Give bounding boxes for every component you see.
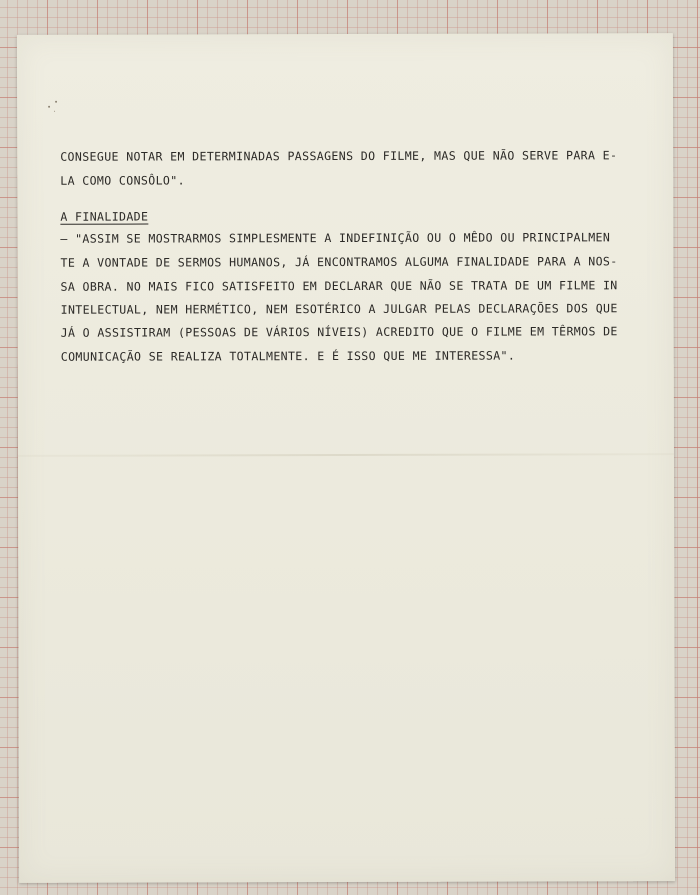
body-line-1: — "ASSIM SE MOSTRARMOS SIMPLESMENTE A INDEFINIÇÃO OU O MÊDO OU PRINCIPALMEN: [60, 230, 611, 246]
paper-speck: [48, 106, 50, 108]
intro-line-1: CONSEGUE NOTAR EM DETERMINADAS PASSAGENS DO FILME, MAS QUE NÃO SERVE PARA E-: [60, 148, 618, 164]
body-line-2: TE A VONTADE DE SERMOS HUMANOS, JÁ ENCONTRAMOS ALGUMA FINALIDADE PARA A NOS-: [60, 254, 618, 270]
body-line-6: COMUNICAÇÃO SE REALIZA TOTALMENTE. E É ISSO QUE ME INTERESSA".: [60, 348, 516, 364]
body-line-4: INTELECTUAL, NEM HERMÉTICO, NEM ESOTÉRICO A JULGAR PELAS DECLARAÇÕES DOS QUE: [60, 301, 618, 317]
paper-fold-line: [18, 453, 674, 457]
body-line-3: SA OBRA. NO MAIS FICO SATISFEITO EM DECLARAR QUE NÃO SE TRATA DE UM FILME IN: [60, 278, 618, 294]
intro-line-2: LA COMO CONSÔLO".: [60, 173, 185, 188]
paper-speck: [55, 101, 57, 103]
body-line-5: JÁ O ASSISTIRAM (PESSOAS DE VÁRIOS NÍVEIS) ACREDITO QUE O FILME EM TÊRMOS DE: [60, 324, 618, 340]
paper-speck: [54, 111, 55, 112]
typewritten-page: [17, 33, 675, 883]
section-heading: A FINALIDADE: [60, 209, 149, 224]
